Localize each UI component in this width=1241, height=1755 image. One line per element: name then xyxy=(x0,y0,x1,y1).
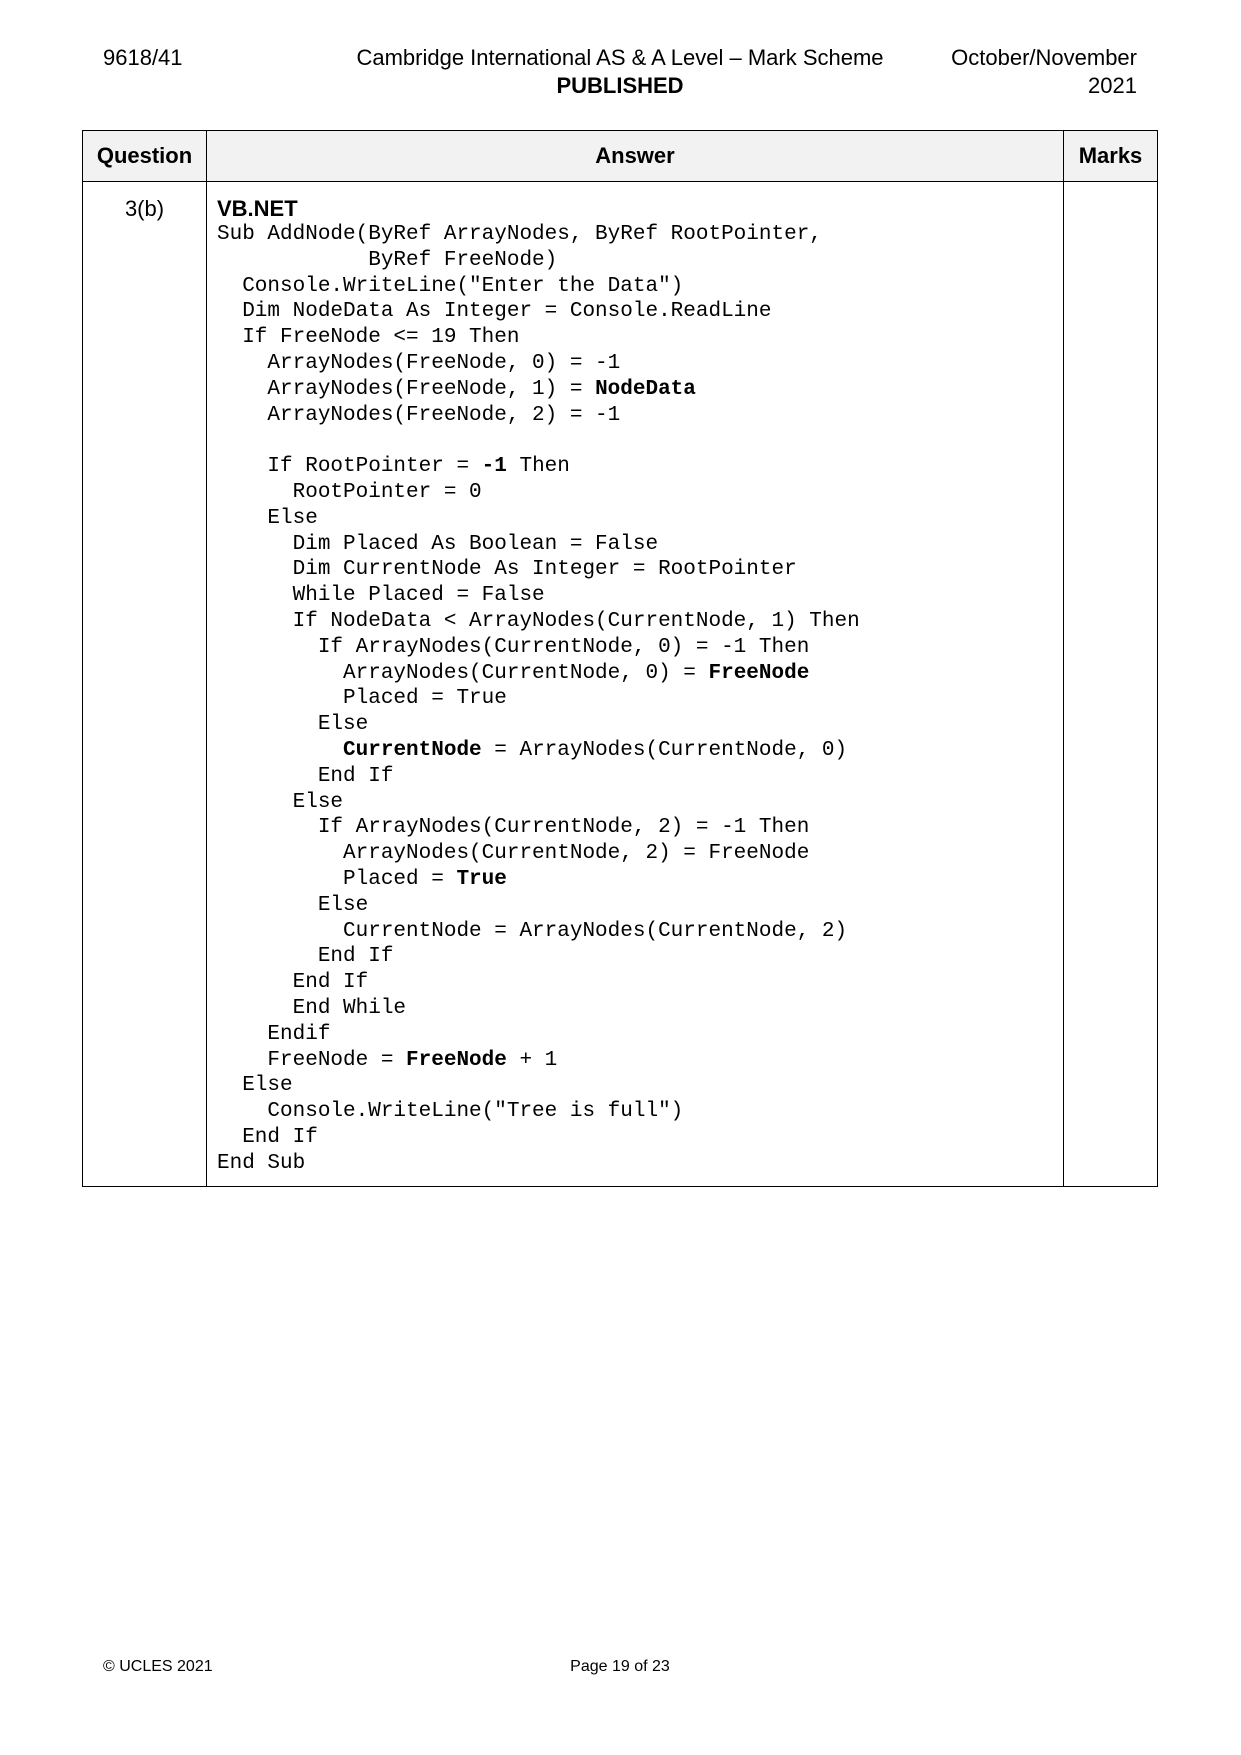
code-text: Dim CurrentNode As Integer = RootPointer xyxy=(217,558,797,582)
code-line xyxy=(217,815,1053,841)
code-line xyxy=(217,764,1053,790)
code-line xyxy=(217,1022,1053,1048)
code-listing xyxy=(217,222,1053,1176)
code-line xyxy=(217,919,1053,945)
code-text: If NodeData < ArrayNodes(CurrentNode, 1) Then xyxy=(217,609,860,633)
code-text: Else xyxy=(217,713,369,737)
code-text: Placed = xyxy=(217,867,457,891)
code-text: + 1 xyxy=(506,1048,558,1072)
code-text: RootPointer = 0 xyxy=(217,480,482,504)
code-line xyxy=(217,609,1053,635)
code-line xyxy=(217,867,1053,893)
answer-cell xyxy=(207,182,1064,1187)
title-text: Cambridge International AS & A Level – Mark Scheme xyxy=(356,45,884,70)
code-line xyxy=(217,970,1053,996)
code-line xyxy=(217,996,1053,1022)
table-header-row xyxy=(83,131,1158,182)
copyright: © UCLES 2021 xyxy=(103,1658,213,1675)
code-text: ArrayNodes(CurrentNode, 0) = xyxy=(217,661,709,685)
code-line xyxy=(217,1048,1053,1074)
marks-cell xyxy=(1064,182,1158,1187)
marks-column-header: Marks xyxy=(1064,131,1158,182)
code-line xyxy=(217,893,1053,919)
page-number: Page 19 of 23 xyxy=(570,1658,670,1675)
code-text: End If xyxy=(217,971,369,995)
code-line xyxy=(217,583,1053,609)
code-text: Endif xyxy=(217,1022,331,1046)
code-text: End If xyxy=(217,945,394,969)
code-line xyxy=(217,506,1053,532)
code-emphasis: -1 xyxy=(481,455,507,479)
code-text: Placed = True xyxy=(217,687,507,711)
code-line xyxy=(217,1099,1053,1125)
code-line xyxy=(217,738,1053,764)
code-text: Then xyxy=(506,455,570,479)
code-line xyxy=(217,454,1053,480)
code-line xyxy=(217,790,1053,816)
code-text: ArrayNodes(FreeNode, 2) = -1 xyxy=(217,403,621,427)
code-line xyxy=(217,661,1053,687)
document-title xyxy=(300,44,940,100)
code-text: Console.WriteLine("Tree is full") xyxy=(217,1100,684,1124)
code-text: End While xyxy=(217,996,407,1020)
code-line xyxy=(217,351,1053,377)
code-line xyxy=(217,1151,1053,1177)
exam-session xyxy=(951,44,1137,100)
paper-code: 9618/41 xyxy=(103,45,183,70)
code-line xyxy=(217,428,1053,454)
code-text: ArrayNodes(CurrentNode, 2) = FreeNode xyxy=(217,842,810,866)
code-line xyxy=(217,299,1053,325)
question-column-header: Question xyxy=(83,131,207,182)
session-year: 2021 xyxy=(1088,73,1137,98)
code-text: ArrayNodes(FreeNode, 0) = -1 xyxy=(217,351,621,375)
code-text: End If xyxy=(217,1125,318,1149)
code-text: Else xyxy=(217,1074,293,1098)
code-line xyxy=(217,841,1053,867)
code-emphasis: CurrentNode xyxy=(343,738,482,762)
code-text: CurrentNode = ArrayNodes(CurrentNode, 2) xyxy=(217,919,848,943)
code-line xyxy=(217,480,1053,506)
code-text: = ArrayNodes(CurrentNode, 0) xyxy=(481,738,848,762)
code-line xyxy=(217,635,1053,661)
code-text xyxy=(217,739,343,762)
code-text: FreeNode = xyxy=(217,1048,407,1072)
code-text: Dim Placed As Boolean = False xyxy=(217,532,659,556)
code-text: Dim NodeData As Integer = Console.ReadLine xyxy=(217,300,772,324)
code-line xyxy=(217,403,1053,429)
code-text: Console.WriteLine("Enter the Data") xyxy=(217,274,684,298)
code-text: Sub AddNode(ByRef ArrayNodes, ByRef RootPointer, xyxy=(217,223,822,246)
answer-column-header: Answer xyxy=(207,131,1064,182)
question-number: 3(b) xyxy=(83,182,207,1187)
code-text: Else xyxy=(217,790,344,814)
published-label: PUBLISHED xyxy=(556,73,684,98)
code-emphasis: FreeNode xyxy=(406,1048,507,1072)
code-text: While Placed = False xyxy=(217,584,545,608)
code-line xyxy=(217,944,1053,970)
code-text: If RootPointer = xyxy=(217,455,482,479)
code-emphasis: FreeNode xyxy=(708,661,810,685)
code-text: If ArrayNodes(CurrentNode, 2) = -1 Then xyxy=(217,816,810,840)
code-line xyxy=(217,1125,1053,1151)
code-text: Else xyxy=(217,506,318,530)
code-emphasis: NodeData xyxy=(595,377,696,401)
code-line xyxy=(217,532,1053,558)
code-line xyxy=(217,712,1053,738)
code-line xyxy=(217,325,1053,351)
language-label: VB.NET xyxy=(217,196,298,221)
mark-scheme-table xyxy=(82,130,1158,1187)
code-text: End Sub xyxy=(217,1151,306,1175)
code-line xyxy=(217,1073,1053,1099)
code-emphasis: True xyxy=(456,867,507,891)
code-text: If ArrayNodes(CurrentNode, 0) = -1 Then xyxy=(217,635,810,659)
code-line xyxy=(217,686,1053,712)
code-text: End If xyxy=(217,764,394,788)
code-text: ByRef FreeNode) xyxy=(217,248,558,272)
session-months: October/November xyxy=(951,45,1137,70)
code-line xyxy=(217,557,1053,583)
code-line xyxy=(217,222,1053,248)
code-line xyxy=(217,248,1053,274)
code-line xyxy=(217,377,1053,403)
code-line xyxy=(217,274,1053,300)
table-row xyxy=(83,182,1158,1187)
code-text: If FreeNode <= 19 Then xyxy=(217,326,520,350)
code-text: ArrayNodes(FreeNode, 1) = xyxy=(217,377,596,401)
code-text: Else xyxy=(217,893,369,917)
